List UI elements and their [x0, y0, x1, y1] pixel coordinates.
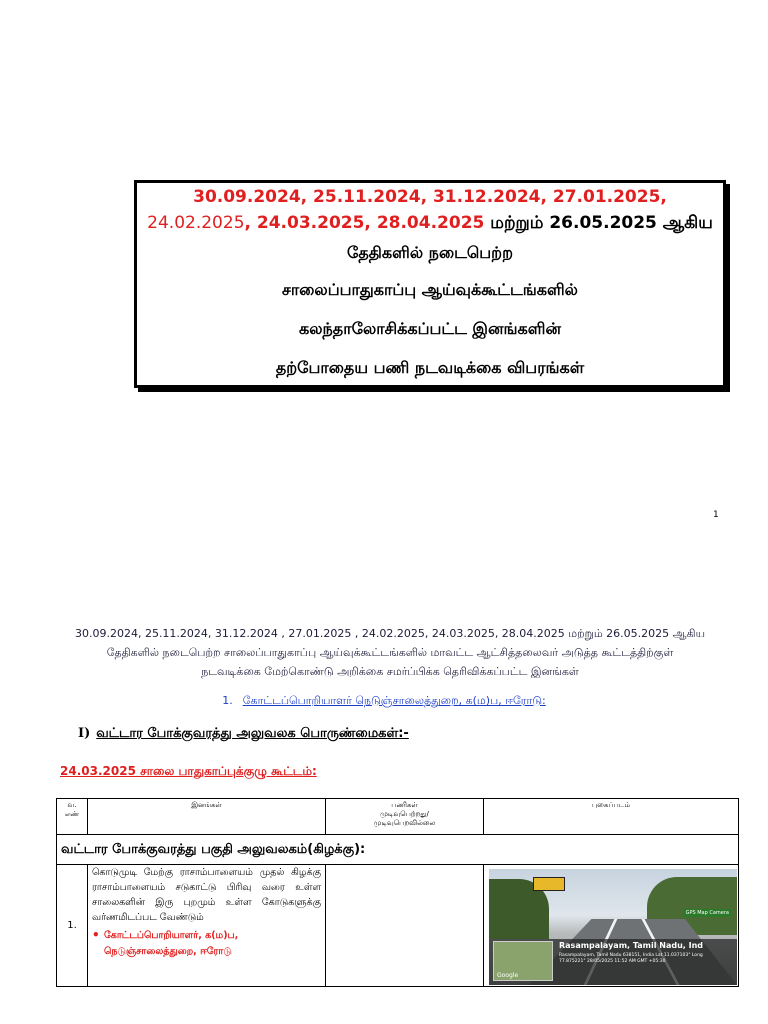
row-description: கொடுமுடி மேற்கு ராசாம்பாளையம் முதல் கிழக்கு ராசாம்பாளையம் சடுகாட்டு பிரிவு வரை உள்ள சாலைகளின் இரு புறமும் உள்ள கோடுகளுக்கு வர்ணமிடப்பட வேண்டும் — [92, 867, 321, 923]
table-row — [57, 865, 739, 987]
cover-dates-line — [137, 187, 723, 207]
table-section-row — [57, 835, 739, 865]
cover-dates-mar-apr: , 24.03.2025, 28.04.2025 — [244, 213, 485, 233]
cover-line-3: தேதிகளில் நடைபெற்ற — [347, 243, 513, 262]
section-title: வட்டார போக்குவரத்து அலுவலக பொருண்மைகள்:- — [96, 726, 409, 741]
gps-overlay — [489, 939, 737, 985]
department-title: கோட்டப்பொறியாளர் நெடுஞ்சாலைத்துறை, க(ம)ப, ஈரோடு: — [242, 694, 546, 707]
intro-line-2: தேதிகளில் நடைபெற்ற சாலைப்பாதுகாப்பு ஆய்வுக்கூட்டங்களில் மாவட்ட ஆட்சித்தலைவர் அடுத்த கூட்டத்திற்குள் — [106, 646, 674, 659]
cover-date-feb: 24.02.2025 — [147, 213, 245, 233]
intro-line-3: நடவடிக்கை மேற்கொண்டு அறிக்கை சமர்ப்பிக்க தெரிவிக்கப்பட்ட இனங்கள் — [201, 665, 579, 678]
cover-dates-may: மற்றும் 26.05.2025 ஆகிய — [484, 213, 713, 233]
gps-map-label: Google — [497, 972, 519, 979]
table-section-title: வட்டார போக்குவரத்து பகுதி அலுவலகம்(கிழக்கு): — [57, 835, 739, 865]
table-header-row — [57, 799, 739, 835]
row-sno: 1. — [57, 865, 88, 987]
header-photo: புகைப்படம் — [484, 799, 739, 835]
intro-paragraph — [60, 624, 720, 681]
row-items-cell — [88, 865, 326, 987]
header-status-line-1: பணிகள் — [391, 801, 418, 809]
header-status-line-3: முடிவுபெறவில்லை — [373, 819, 436, 827]
row-responsible-line-2: நெடுஞ்சாலைத்துறை, ஈரோடு — [104, 946, 232, 957]
photo-sign-board — [533, 877, 565, 891]
row-photo-cell — [484, 865, 739, 987]
section-label: I) — [78, 726, 91, 741]
row-responsible-line-1: • கோட்டப்பொறியாளர், க(ம)ப, — [104, 930, 239, 941]
cover-dates-red: 30.09.2024, 25.11.2024, 31.12.2024, 27.01.2025, — [193, 187, 667, 207]
works-table — [56, 798, 739, 987]
header-items: இனங்கள் — [88, 799, 326, 835]
header-status — [326, 799, 484, 835]
meeting-heading: 24.03.2025 சாலை பாதுகாப்புக்குழு கூட்டம்: — [60, 764, 317, 778]
department-number: 1. — [222, 694, 233, 707]
header-sno-line-1: வ. — [67, 801, 77, 809]
cover-line-5: கலந்தாலோசிக்கப்பட்ட இனங்களின் — [299, 319, 561, 338]
header-sno-line-2: எண் — [64, 810, 80, 818]
intro-line-1: 30.09.2024, 25.11.2024, 31.12.2024 , 27.01.2025 , 24.02.2025, 24.03.2025, 28.04.2025 மற்றும் 26.05.2025 ஆகிய — [74, 627, 706, 640]
header-status-line-2: முடிவுபெற்றது/ — [380, 810, 429, 818]
gps-location-text: Rasampalayam, Tamil Nadu 638151, India Lat 11.037103° Long 77.875221° 28/05/2025 11:52 AM GMT +05:30 — [559, 953, 703, 964]
row-status — [326, 865, 484, 987]
road-photo — [489, 869, 737, 985]
cover-title-box — [134, 180, 726, 388]
row-responsible-office — [88, 928, 325, 960]
cover-line-4: சாலைப்பாதுகாப்பு ஆய்வுக்கூட்டங்களில் — [282, 280, 578, 299]
cover-dates-line-2 — [137, 213, 723, 235]
section-heading — [78, 726, 409, 742]
cover-line-6: தற்போதைய பணி நடவடிக்கை விபரங்கள் — [275, 358, 585, 377]
page-number: 1 — [713, 510, 719, 520]
gps-location-title: Rasampalayam, Tamil Nadu, Ind — [559, 941, 704, 950]
department-heading — [0, 694, 768, 709]
header-sno — [57, 799, 88, 835]
gps-camera-badge: GPS Map Camera — [685, 910, 729, 916]
